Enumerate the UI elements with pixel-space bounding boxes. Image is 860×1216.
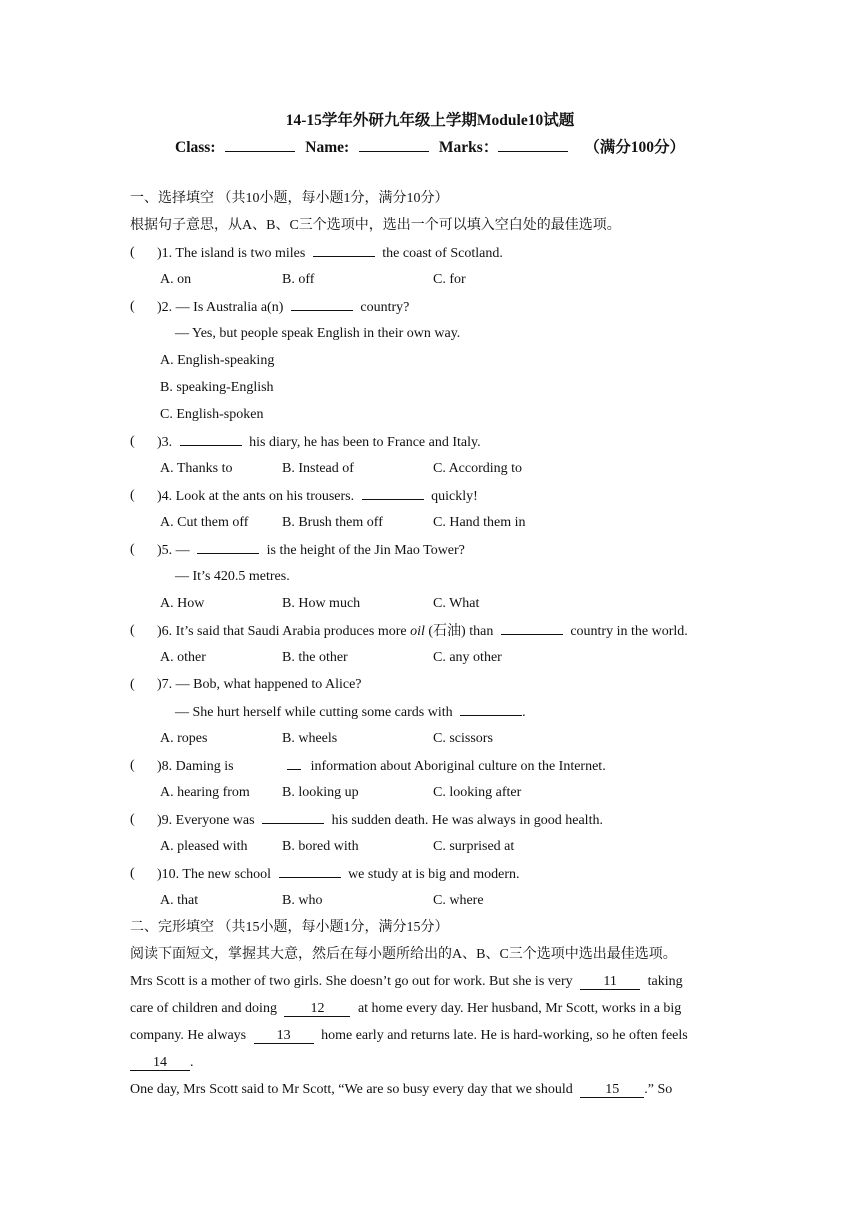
- option-b[interactable]: B. How much: [282, 596, 361, 611]
- answer-blank: [460, 703, 522, 716]
- cloze-blank-11: 11: [580, 975, 640, 990]
- question-2-reply: — Yes, but people speak English in their own way.: [175, 326, 461, 341]
- option-b[interactable]: B. speaking-English: [160, 380, 274, 395]
- question-10: [0, 865, 860, 883]
- option-a[interactable]: A. How: [160, 596, 205, 611]
- passage-text: taking: [647, 974, 683, 989]
- option-a[interactable]: A. English-speaking: [160, 353, 275, 368]
- question-text: )8. Daming is: [157, 759, 234, 774]
- option-c[interactable]: C. surprised at: [433, 839, 515, 854]
- option-c[interactable]: C. What: [433, 596, 480, 611]
- cloze-blank-12: 12: [284, 1002, 350, 1017]
- name-label: Name:: [305, 139, 350, 156]
- question-text: country in the world.: [570, 624, 688, 639]
- passage-line: [130, 1054, 732, 1072]
- question-text: )4. Look at the ants on his trousers.: [157, 489, 355, 504]
- page-title: 14-15学年外研九年级上学期Module10试题: [285, 112, 575, 129]
- passage-line: [130, 1000, 732, 1018]
- option-c[interactable]: C. any other: [433, 650, 502, 665]
- question-2: [0, 298, 860, 316]
- question-text: his diary, he has been to France and Italy.: [249, 435, 481, 450]
- question-text: quickly!: [431, 489, 478, 504]
- answer-blank: [287, 757, 301, 770]
- cloze-blank-14: 14: [130, 1056, 190, 1071]
- answer-paren[interactable]: (: [130, 866, 135, 881]
- marks-label: Marks：: [438, 139, 499, 156]
- option-a[interactable]: A. on: [160, 272, 192, 287]
- cloze-blank-15: 15: [580, 1083, 644, 1098]
- cloze-blank-13: 13: [254, 1029, 314, 1044]
- option-c[interactable]: C. looking after: [433, 785, 522, 800]
- passage-text: .” So: [644, 1082, 673, 1097]
- options-8: [0, 784, 860, 802]
- question-text: we study at is big and modern.: [348, 867, 520, 882]
- passage-text: at home every day. Her husband, Mr Scott, works in a big: [357, 1001, 682, 1016]
- class-label: Class:: [175, 139, 216, 156]
- question-text: is the height of the Jin Mao Tower?: [266, 543, 465, 558]
- option-c[interactable]: C. scissors: [433, 731, 493, 746]
- option-a[interactable]: A. Cut them off: [160, 515, 249, 530]
- question-text: — She hurt herself while cutting some cards with: [175, 705, 453, 720]
- option-b[interactable]: B. wheels: [282, 731, 338, 746]
- answer-paren[interactable]: (: [130, 299, 135, 314]
- section1-instruction: 根据句子意思，从A、B、C三个选项中，选出一个可以填入空白处的最佳选项。: [130, 218, 621, 233]
- question-4: [0, 487, 860, 505]
- passage-text: One day, Mrs Scott said to Mr Scott, “We are so busy every day that we should: [130, 1082, 573, 1097]
- answer-paren[interactable]: (: [130, 623, 135, 638]
- answer-blank: [197, 541, 259, 554]
- question-text: the coast of Scotland.: [382, 246, 503, 261]
- options-4: [0, 514, 860, 532]
- answer-blank: [501, 622, 563, 635]
- question-8: [0, 757, 860, 775]
- passage-text: company. He always: [130, 1028, 247, 1043]
- question-1: [0, 244, 860, 262]
- option-c[interactable]: C. where: [433, 893, 484, 908]
- answer-paren[interactable]: (: [130, 542, 135, 557]
- option-a[interactable]: A. Thanks to: [160, 461, 233, 476]
- passage-text: Mrs Scott is a mother of two girls. She doesn’t go out for work. But she is very: [130, 974, 573, 989]
- options-10: [0, 892, 860, 910]
- question-9: [0, 811, 860, 829]
- option-c[interactable]: C. Hand them in: [433, 515, 526, 530]
- option-c[interactable]: C. English-spoken: [160, 407, 264, 422]
- passage-line: [130, 973, 732, 991]
- section2-heading: 二、完形填空 （共15小题，每小题1分，满分15分）: [130, 920, 449, 935]
- option-c[interactable]: C. According to: [433, 461, 523, 476]
- options-7: [0, 730, 860, 748]
- question-7: [0, 676, 860, 694]
- option-a[interactable]: A. pleased with: [160, 839, 248, 854]
- option-b[interactable]: B. who: [282, 893, 323, 908]
- options-9: [0, 838, 860, 856]
- option-a[interactable]: A. hearing from: [160, 785, 250, 800]
- answer-paren[interactable]: (: [130, 758, 135, 773]
- option-b[interactable]: B. off: [282, 272, 315, 287]
- question-text-italic: oil: [410, 624, 425, 639]
- options-3: [0, 460, 860, 478]
- question-6: [0, 622, 860, 640]
- question-text: (石油) than: [428, 624, 494, 639]
- question-text: .: [522, 705, 526, 720]
- question-text: information about Aboriginal culture on the Internet.: [310, 759, 606, 774]
- answer-paren[interactable]: (: [130, 434, 135, 449]
- option-a[interactable]: A. that: [160, 893, 199, 908]
- question-text: )1. The island is two miles: [157, 246, 306, 261]
- answer-blank: [362, 487, 424, 500]
- answer-paren[interactable]: (: [130, 245, 135, 260]
- name-blank[interactable]: [359, 139, 429, 152]
- question-text: )7. — Bob, what happened to Alice?: [157, 677, 362, 692]
- answer-paren[interactable]: (: [130, 488, 135, 503]
- option-b[interactable]: B. looking up: [282, 785, 359, 800]
- option-a[interactable]: A. other: [160, 650, 206, 665]
- answer-blank: [291, 298, 353, 311]
- question-3: [0, 433, 860, 451]
- marks-blank[interactable]: [498, 139, 568, 152]
- question-text: his sudden death. He was always in good health.: [331, 813, 603, 828]
- options-6: [0, 649, 860, 667]
- question-text: )6. It’s said that Saudi Arabia produces more: [157, 624, 407, 639]
- question-5: [0, 541, 860, 559]
- answer-blank: [279, 865, 341, 878]
- class-blank[interactable]: [225, 139, 295, 152]
- passage-line: [130, 1027, 732, 1045]
- question-text: )3.: [157, 435, 173, 450]
- answer-paren[interactable]: (: [130, 677, 135, 692]
- option-b[interactable]: B. bored with: [282, 839, 359, 854]
- question-5-reply: — It’s 420.5 metres.: [175, 569, 290, 584]
- option-a[interactable]: A. ropes: [160, 731, 208, 746]
- options-5: [0, 595, 860, 613]
- answer-blank: [262, 811, 324, 824]
- passage-text: .: [190, 1055, 194, 1070]
- option-b[interactable]: B. Brush them off: [282, 515, 383, 530]
- question-7-reply: [175, 703, 526, 722]
- question-text: )5. —: [157, 543, 190, 558]
- student-info-line: [0, 135, 860, 157]
- option-b[interactable]: B. Instead of: [282, 461, 354, 476]
- question-text: )9. Everyone was: [157, 813, 255, 828]
- section2-instruction: 阅读下面短文，掌握其大意，然后在每小题所给出的A、B、C三个选项中选出最佳选项。: [130, 947, 677, 962]
- question-text: )10. The new school: [157, 867, 272, 882]
- passage-line: [130, 1081, 732, 1099]
- option-c[interactable]: C. for: [433, 272, 466, 287]
- answer-blank: [313, 244, 375, 257]
- answer-paren[interactable]: (: [130, 812, 135, 827]
- options-1: [0, 271, 860, 289]
- question-text: )2. — Is Australia a(n): [157, 300, 284, 315]
- question-text: country?: [360, 300, 410, 315]
- passage-text: home early and returns late. He is hard-working, so he often feels: [321, 1028, 688, 1043]
- answer-blank: [180, 433, 242, 446]
- passage-text: care of children and doing: [130, 1001, 277, 1016]
- option-b[interactable]: B. the other: [282, 650, 348, 665]
- full-marks-label: （满分100分）: [584, 139, 685, 156]
- section1-heading: 一、选择填空 （共10小题，每小题1分，满分10分）: [130, 191, 449, 206]
